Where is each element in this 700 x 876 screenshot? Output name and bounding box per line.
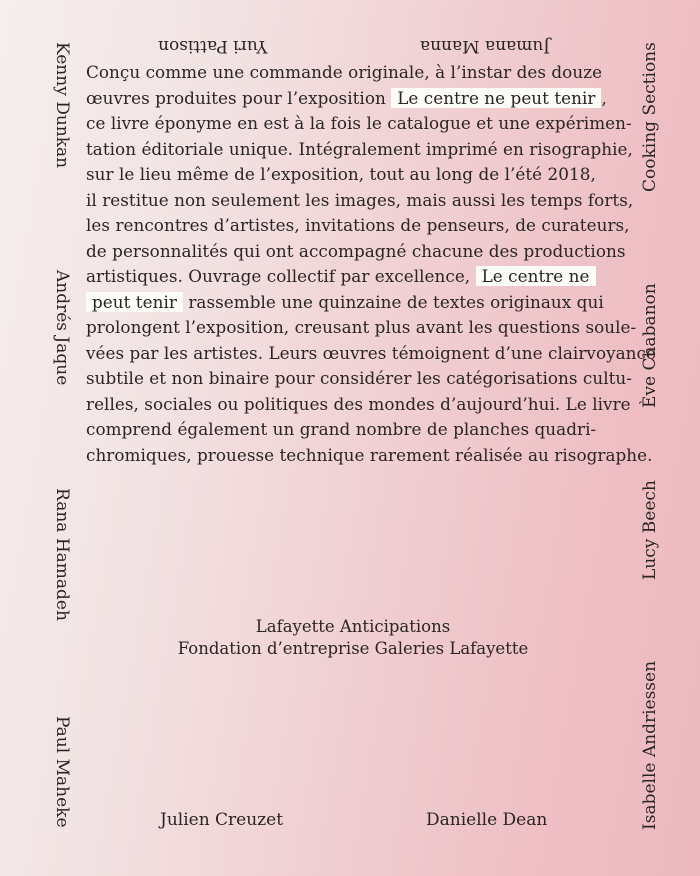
body-line: subtile et non binaire pour considérer les catégorisations cultu- [86, 368, 633, 388]
body-line: les rencontres d’artistes, invitations de penseurs, de curateurs, [86, 215, 630, 235]
body-line: sur le lieu même de l’exposition, tout au long de l’été 2018, [86, 164, 596, 184]
left-name-andres-jaque: Andrés Jaque [52, 270, 72, 386]
publisher-name: Lafayette Anticipations [255, 617, 451, 636]
right-name-isabelle-andriessen: Isabelle Andriessen [640, 660, 660, 830]
body-line: comprend également un grand nombre de planches quadri- [86, 419, 597, 439]
left-name-paul-maheke: Paul Maheke [52, 716, 72, 828]
body-text-span: artistiques. Ouvrage collectif par excellence, [86, 266, 471, 286]
body-line: Conçu comme une commande originale, à l’instar des douze [86, 62, 603, 82]
body-text-span: rassemble une quinzaine de textes originaux qui [188, 291, 604, 312]
left-name-kenny-dunkan: Kenny Dunkan [52, 42, 72, 169]
body-line: prolongent l’exposition, creusant plus avant les questions soule- [86, 317, 637, 337]
body-line: vées par les artistes. Leurs œuvres témoignent d’une clairvoyance [86, 342, 656, 363]
right-name-cooking-sections: Cooking Sections [640, 42, 660, 192]
title-highlight: peut tenir [86, 292, 183, 312]
top-name-yuri-pattison: Yuri Pattison [158, 36, 268, 56]
right-name-lucy-beech: Lucy Beech [640, 480, 660, 580]
title-highlight: Le centre ne peut tenir [391, 88, 601, 108]
body-line [86, 264, 626, 290]
body-line [86, 290, 626, 316]
body-line [86, 86, 626, 112]
body-line: chromiques, prouesse technique rarement réalisée au risographe. [86, 444, 653, 465]
bottom-name-danielle-dean: Danielle Dean [426, 810, 548, 830]
left-name-rana-hamadeh: Rana Hamadeh [52, 488, 72, 621]
publisher-block [150, 616, 556, 660]
top-name-jumana-manna: Jumana Manna [420, 36, 551, 56]
body-text-span: œuvres produites pour l’exposition [86, 87, 386, 108]
body-text-span: , [601, 87, 607, 108]
body-line: tation éditoriale unique. Intégralement imprimé en risographie, [86, 138, 633, 159]
body-line: relles, sociales ou politiques des mondes d’aujourd’hui. Le livre [86, 393, 631, 414]
bottom-name-julien-creuzet: Julien Creuzet [160, 810, 284, 830]
body-line: ce livre éponyme en est à la fois le catalogue et une expérimen- [86, 113, 632, 133]
body-line: de personnalités qui ont accompagné chacune des productions [86, 240, 626, 261]
body-line: il restitue non seulement les images, mais aussi les temps forts, [86, 189, 634, 210]
publisher-foundation: Fondation d’entreprise Galeries Lafayette [177, 639, 529, 658]
right-name-eve-chabanon: Ève Chabanon [640, 283, 660, 408]
title-highlight: Le centre ne [476, 266, 596, 286]
